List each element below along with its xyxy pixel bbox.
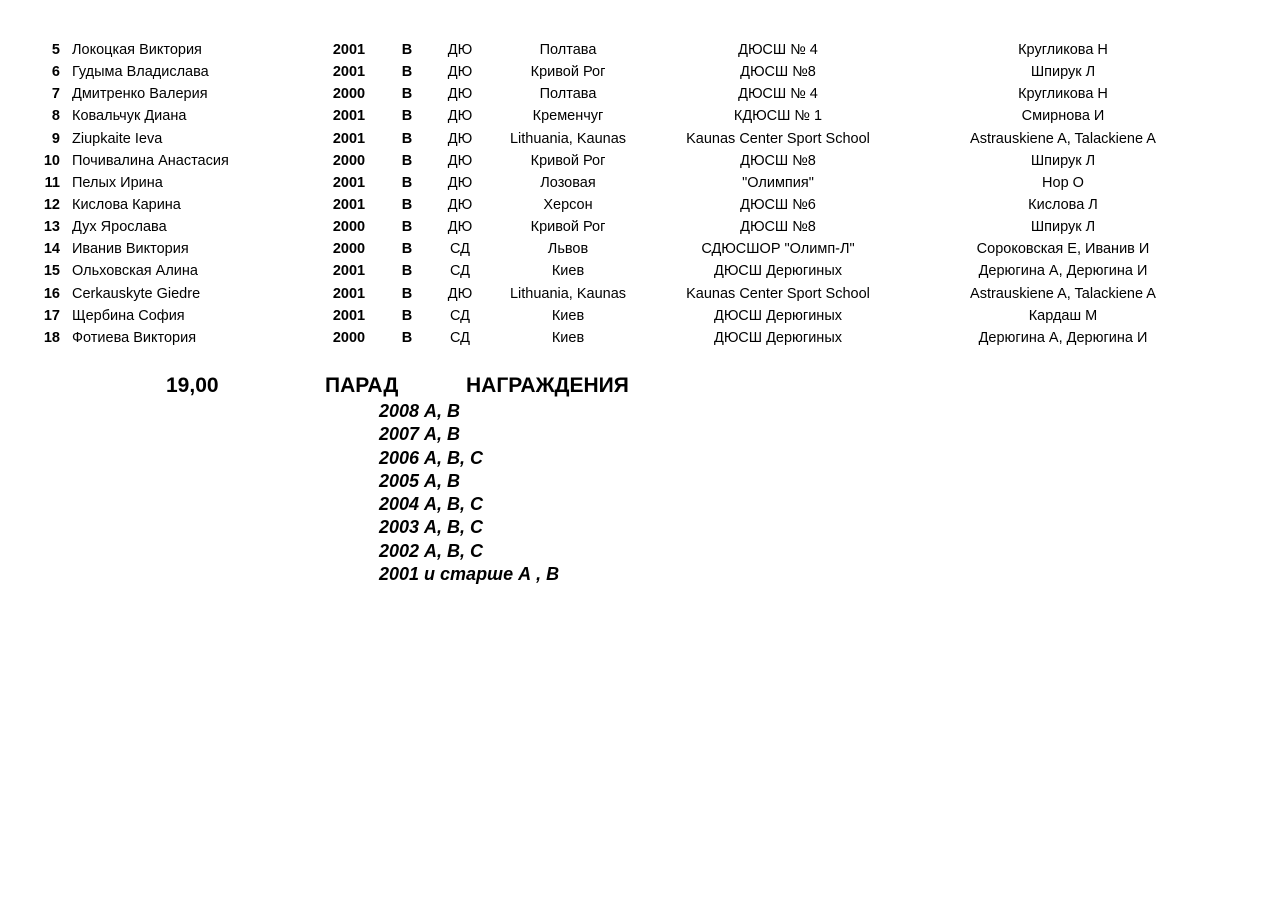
school: ДЮСШ Дерюгиных	[714, 329, 842, 346]
city: Кривой Рог	[530, 64, 606, 81]
school: ДЮСШ №6	[740, 196, 816, 213]
row-number: 17	[43, 307, 60, 324]
club-type: ДЮ	[447, 42, 473, 58]
coach: Шпирук Л	[1030, 64, 1096, 81]
coach: Дерюгина А, Дерюгина И	[978, 263, 1148, 280]
award-group: 2008 А, В	[379, 401, 461, 421]
coach: Сороковская Е, Иванив И	[976, 241, 1150, 258]
club-type: СД	[450, 307, 470, 324]
athlete-name: Дмитренко Валерия	[72, 86, 208, 103]
table-row	[0, 216, 1280, 238]
school: ДЮСШ Дерюгиных	[714, 263, 842, 280]
rank: В	[401, 64, 413, 81]
school: ДЮСШ Дерюгиных	[714, 307, 842, 324]
award-group: 2005 А, В	[379, 470, 461, 491]
city: Киев	[551, 263, 585, 280]
rank: В	[401, 329, 413, 346]
athlete-name: Фотиева Виктория	[72, 329, 197, 346]
coach: Дерюгина А, Дерюгина И	[978, 329, 1148, 346]
club-type: ДЮ	[447, 174, 473, 191]
rank: В	[401, 307, 413, 324]
school: ДЮСШ №8	[740, 219, 816, 236]
school: ДЮСШ №8	[740, 152, 816, 169]
table-row	[0, 105, 1280, 127]
rank: В	[401, 86, 413, 103]
club-type: СД	[450, 263, 470, 280]
rank: В	[401, 219, 413, 236]
award-group: 2004 А, В, С	[379, 494, 484, 515]
roster-table	[0, 39, 1280, 349]
event-time: 19,00	[166, 374, 219, 397]
city: Полтава	[539, 86, 597, 103]
school: Kaunas Center Sport School	[686, 285, 870, 302]
school: ДЮСШ № 4	[738, 42, 818, 58]
birth-year: 2001	[332, 285, 366, 302]
birth-year: 2000	[332, 219, 366, 236]
city: Полтава	[539, 42, 597, 58]
city: Кривой Рог	[530, 152, 606, 169]
club-type: СД	[450, 329, 470, 346]
club-type: ДЮ	[447, 219, 473, 236]
rank: В	[401, 152, 413, 169]
table-row	[0, 172, 1280, 194]
club-type: ДЮ	[447, 64, 473, 81]
athlete-name: Локоцкая Виктория	[72, 42, 202, 58]
rank: В	[401, 174, 413, 191]
award-group: 2006 А, В, С	[379, 447, 484, 468]
row-number: 10	[43, 152, 60, 169]
rank: В	[401, 263, 413, 280]
table-row	[0, 283, 1280, 305]
coach: Кардаш М	[1028, 307, 1098, 324]
athlete-name: Ольховская Алина	[72, 263, 198, 280]
award-group: 2002 А, В, С	[379, 540, 484, 561]
birth-year: 2001	[332, 307, 366, 324]
row-number: 13	[43, 219, 60, 236]
school: Kaunas Center Sport School	[686, 130, 870, 147]
table-row	[0, 150, 1280, 172]
athlete-name: Ziupkaite Ieva	[72, 130, 163, 147]
rank: В	[401, 285, 413, 302]
coach: Astrauskiene A, Talackiene A	[970, 285, 1156, 302]
birth-year: 2001	[332, 263, 366, 280]
row-number: 6	[51, 64, 60, 81]
row-number: 14	[43, 241, 60, 258]
athlete-name: Гудыма Владислава	[72, 64, 209, 81]
club-type: СД	[450, 241, 470, 258]
table-row	[0, 39, 1280, 61]
rank: В	[401, 196, 413, 213]
school: КДЮСШ № 1	[733, 108, 823, 125]
birth-year: 2001	[332, 108, 366, 125]
coach: Шпирук Л	[1030, 152, 1096, 169]
row-number: 5	[51, 42, 60, 58]
athlete-name: Дух Ярослава	[72, 219, 167, 236]
club-type: ДЮ	[447, 130, 473, 147]
birth-year: 2000	[332, 241, 366, 258]
table-row	[0, 194, 1280, 216]
city: Херсон	[543, 196, 593, 213]
row-number: 18	[43, 329, 60, 346]
table-row	[0, 128, 1280, 150]
row-number: 11	[44, 174, 60, 191]
award-group: 2007 А, В	[379, 424, 461, 445]
award-groups-list	[379, 400, 559, 586]
club-type: ДЮ	[447, 285, 473, 302]
coach: Astrauskiene A, Talackiene A	[970, 130, 1156, 147]
city: Lithuania, Kaunas	[509, 130, 627, 147]
birth-year: 2001	[332, 130, 366, 147]
city: Кривой Рог	[530, 219, 606, 236]
coach: Смирнова И	[1021, 108, 1105, 125]
coach: Шпирук Л	[1030, 219, 1096, 236]
rank: В	[401, 241, 413, 258]
table-row	[0, 305, 1280, 327]
school: "Олимпия"	[742, 174, 814, 191]
school: ДЮСШ № 4	[738, 86, 818, 103]
club-type: ДЮ	[447, 108, 473, 125]
event-awards-label: НАГРАЖДЕНИЯ	[466, 374, 629, 397]
birth-year: 2001	[332, 174, 366, 191]
city: Киев	[551, 307, 585, 324]
city: Кременчуг	[532, 108, 604, 125]
club-type: ДЮ	[447, 86, 473, 103]
athlete-name: Иванив Виктория	[72, 241, 189, 258]
award-group: 2001 и старше А , В	[379, 564, 560, 585]
rank: В	[401, 108, 413, 125]
table-row	[0, 83, 1280, 105]
club-type: ДЮ	[447, 196, 473, 213]
city: Киев	[551, 329, 585, 346]
table-row	[0, 61, 1280, 83]
row-number: 7	[51, 86, 60, 103]
birth-year: 2001	[332, 64, 366, 81]
coach: Кислова Л	[1028, 196, 1098, 213]
row-number: 8	[51, 108, 60, 125]
school: СДЮСШОР "Олимп-Л"	[701, 241, 855, 258]
athlete-name: Пелых Ирина	[72, 174, 163, 191]
birth-year: 2000	[332, 86, 366, 103]
birth-year: 2001	[332, 42, 366, 58]
athlete-name: Ковальчук Диана	[72, 108, 187, 125]
athlete-name: Cerkauskyte Giedre	[72, 285, 201, 302]
coach: Кругликова Н	[1018, 86, 1108, 103]
table-row	[0, 260, 1280, 282]
award-group: 2003 А, В, С	[379, 517, 484, 538]
school: ДЮСШ №8	[740, 64, 816, 81]
event-parade-label: ПАРАД	[325, 374, 399, 397]
city: Львов	[547, 241, 589, 258]
row-number: 16	[43, 285, 60, 302]
city: Лозовая	[540, 174, 596, 191]
birth-year: 2001	[332, 196, 366, 213]
rank: В	[401, 130, 413, 147]
birth-year: 2000	[332, 152, 366, 169]
city: Lithuania, Kaunas	[509, 285, 627, 302]
club-type: ДЮ	[447, 152, 473, 169]
table-row	[0, 238, 1280, 260]
event-heading	[0, 372, 1280, 400]
row-number: 15	[43, 263, 60, 280]
athlete-name: Почивалина Анастасия	[72, 152, 229, 169]
table-row	[0, 327, 1280, 349]
athlete-name: Кислова Карина	[72, 196, 181, 213]
birth-year: 2000	[332, 329, 366, 346]
coach: Кругликова Н	[1018, 42, 1108, 58]
athlete-name: Щербина София	[72, 307, 185, 324]
rank: В	[401, 42, 413, 58]
coach: Нор О	[1042, 174, 1084, 191]
row-number: 12	[43, 196, 60, 213]
row-number: 9	[51, 130, 60, 147]
